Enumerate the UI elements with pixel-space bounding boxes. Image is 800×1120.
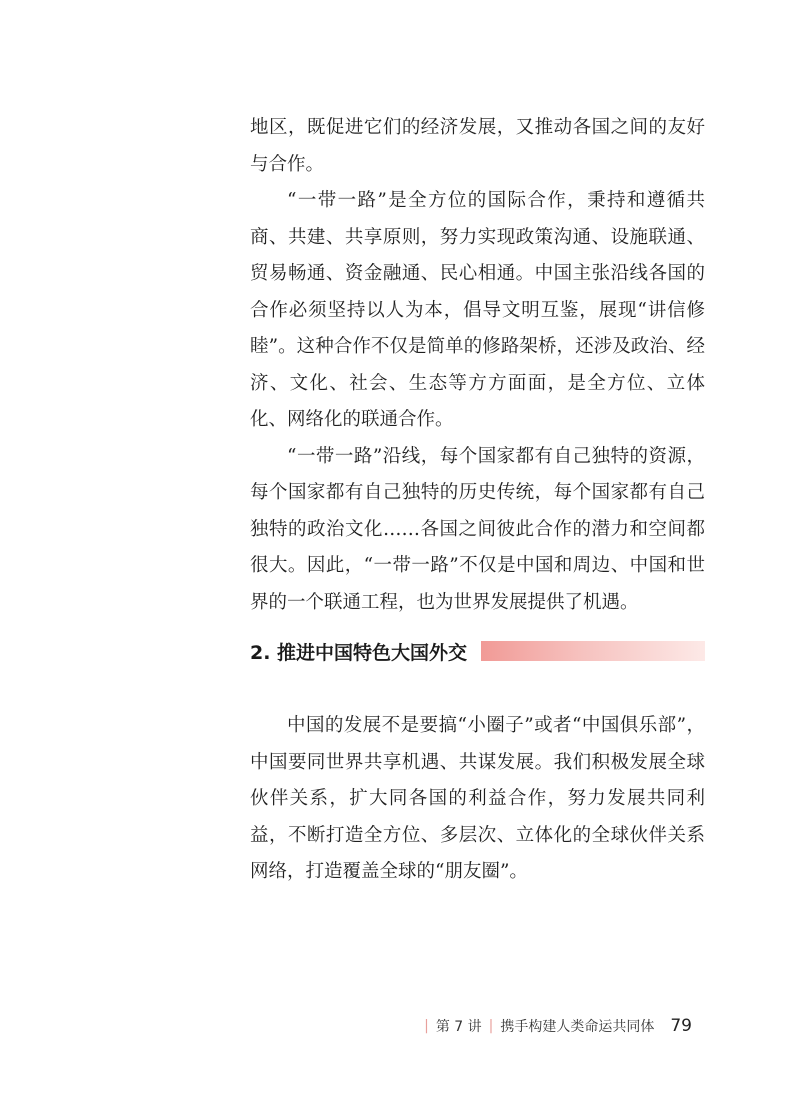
paragraph-continuation: 地区，既促进它们的经济发展，又推动各国之间的友好与合作。	[250, 117, 705, 175]
heading-decoration-bar	[481, 641, 705, 661]
paragraph-major-country-diplomacy: 中国的发展不是要搞“小圈子”或者“中国俱乐部”，中国要同世界共享机遇、共谋发展。我们积极发展全球伙伴关系，扩大同各国的利益合作，努力发展共同利益，不断打造全方位、多层次、立体化的全球伙伴关系网络，打造覆盖全球的“朋友圈”。	[250, 715, 705, 882]
paragraph-belt-road-opportunity: “一带一路”沿线，每个国家都有自己独特的资源，每个国家都有自己独特的历史传统，每个国家都有自己独特的政治文化……各国之间彼此合作的潜力和空间都很大。因此，“一带一路”不仅是中国和周边、中国和世界的一个联通工程，也为世界发展提供了机遇。	[250, 445, 705, 613]
body-text-top	[250, 110, 705, 621]
page-footer	[417, 1016, 692, 1036]
page-number: 79	[670, 1016, 692, 1036]
footer-chapter-number: 第 7 讲	[435, 1019, 482, 1035]
body-text-section	[250, 708, 705, 891]
footer-chapter-title: 携手构建人类命运共同体	[500, 1019, 655, 1035]
section-heading	[250, 636, 705, 666]
section-title: 2. 推进中国特色大国外交	[250, 641, 468, 664]
footer-separator-left: |	[424, 1018, 429, 1034]
paragraph-belt-road-cooperation: “一带一路”是全方位的国际合作，秉持和遵循共商、共建、共享原则，努力实现政策沟通、设施联通、贸易畅通、资金融通、民心相通。中国主张沿线各国的合作必须坚持以人为本，倡导文明互鉴，展现“讲信修睦”。这种合作不仅是简单的修路架桥，还涉及政治、经济、文化、社会、生态等方方面面，是全方位、立体化、网络化的联通合作。	[250, 190, 705, 430]
footer-separator-right: |	[488, 1018, 494, 1034]
